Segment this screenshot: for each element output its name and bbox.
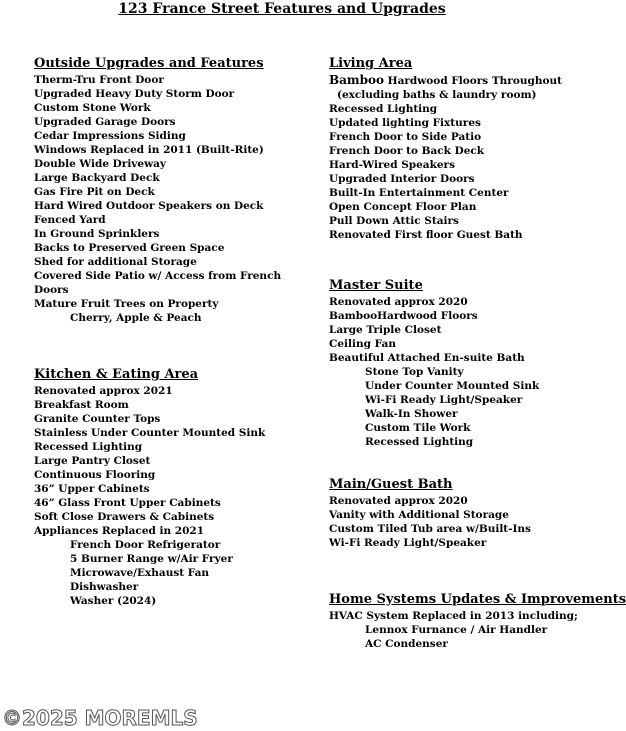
list-item: Built-In Entertainment Center <box>329 187 509 199</box>
list-subitem: Recessed Lighting <box>365 436 474 448</box>
outside-heading: Outside Upgrades and Features <box>34 56 264 71</box>
copyright-watermark: ©2025 MOREMLS <box>2 706 198 730</box>
list-item: Stainless Under Counter Mounted Sink <box>34 427 266 439</box>
guest-bath-section <box>329 477 531 550</box>
list-item: Continuous Flooring <box>34 469 156 481</box>
list-item: Large Triple Closet <box>329 324 442 336</box>
list-item: Shed for additional Storage <box>34 256 197 268</box>
list-item: Windows Replaced in 2011 (Built-Rite) <box>34 144 264 156</box>
list-item: Beautiful Attached En-suite Bath <box>329 352 525 364</box>
list-item: Appliances Replaced in 2021 <box>34 525 204 537</box>
list-item: Upgraded Interior Doors <box>329 173 475 185</box>
list-subitem: Wi-Fi Ready Light/Speaker <box>365 394 523 406</box>
list-item: Custom Tiled Tub area w/Built-Ins <box>329 523 531 535</box>
bamboo-rest: Hardwood Floors Throughout <box>387 75 562 87</box>
living-section <box>329 56 562 242</box>
list-item: Large Backyard Deck <box>34 172 160 184</box>
list-subitem: Custom Tile Work <box>365 422 471 434</box>
systems-heading: Home Systems Updates & Improvements <box>329 592 626 607</box>
page-title: 123 France Street Features and Upgrades <box>118 1 446 17</box>
list-subitem: Walk-In Shower <box>365 408 458 420</box>
list-subitem: AC Condenser <box>365 638 448 650</box>
list-subitem: Lennox Furnance / Air Handler <box>365 624 548 636</box>
list-item: Upgraded Heavy Duty Storm Door <box>34 88 235 100</box>
list-item: Updated lighting Fixtures <box>329 117 481 129</box>
outside-list <box>34 73 281 325</box>
list-item: 46” Glass Front Upper Cabinets <box>34 497 221 509</box>
bamboo-word: Bamboo <box>329 73 385 87</box>
master-heading: Master Suite <box>329 278 423 293</box>
list-item: Breakfast Room <box>34 399 129 411</box>
list-item: Double Wide Driveway <box>34 158 167 170</box>
list-subitem: 5 Burner Range w/Air Fryer <box>70 553 233 565</box>
list-item: Wi-Fi Ready Light/Speaker <box>329 537 487 549</box>
list-item: Soft Close Drawers & Cabinets <box>34 511 215 523</box>
list-subitem: Under Counter Mounted Sink <box>365 380 540 392</box>
living-heading: Living Area <box>329 56 413 71</box>
list-item: Open Concept Floor Plan <box>329 201 477 213</box>
list-item: Custom Stone Work <box>34 102 151 114</box>
list-item: BambooHardwood Floors <box>329 310 478 322</box>
outside-section <box>34 56 281 325</box>
list-subitem: French Door Refrigerator <box>70 539 221 551</box>
list-item: Mature Fruit Trees on Property <box>34 298 219 310</box>
list-item: HVAC System Replaced in 2013 including; <box>329 610 578 622</box>
list-item: French Door to Side Patio <box>329 131 482 143</box>
list-subitem: Stone Top Vanity <box>365 366 464 378</box>
list-item: Gas Fire Pit on Deck <box>34 186 155 198</box>
list-item: Hard-Wired Speakers <box>329 159 455 171</box>
list-subitem: Microwave/Exhaust Fan <box>70 567 210 579</box>
kitchen-heading: Kitchen & Eating Area <box>34 367 199 382</box>
list-subitem: Washer (2024) <box>70 595 157 607</box>
list-note: (excluding baths & laundry room) <box>337 89 537 101</box>
list-item: Recessed Lighting <box>34 441 143 453</box>
list-item: In Ground Sprinklers <box>34 228 160 240</box>
list-item <box>329 73 562 88</box>
list-subitem: Cherry, Apple & Peach <box>70 312 202 324</box>
list-item: Upgraded Garage Doors <box>34 116 176 128</box>
list-item: Renovated First floor Guest Bath <box>329 229 523 241</box>
list-item: Covered Side Patio w/ Access from French <box>34 270 282 282</box>
guest-bath-heading: Main/Guest Bath <box>329 477 453 492</box>
list-subitem: Dishwasher <box>70 581 139 593</box>
list-item: Renovated approx 2021 <box>34 385 173 397</box>
master-section <box>329 278 539 449</box>
list-item: Large Pantry Closet <box>34 455 151 467</box>
list-item: Hard Wired Outdoor Speakers on Deck <box>34 200 264 212</box>
list-item: 36” Upper Cabinets <box>34 483 150 495</box>
list-item: Therm-Tru Front Door <box>34 74 164 86</box>
kitchen-list <box>34 384 265 608</box>
list-item: Pull Down Attic Stairs <box>329 215 459 227</box>
list-item: French Door to Back Deck <box>329 145 485 157</box>
list-item: Backs to Preserved Green Space <box>34 242 225 254</box>
list-item: Cedar Impressions Siding <box>34 130 186 142</box>
list-item: Ceiling Fan <box>329 338 396 350</box>
kitchen-section <box>34 367 265 608</box>
list-item: Renovated approx 2020 <box>329 296 468 308</box>
list-item: Granite Counter Tops <box>34 413 161 425</box>
list-item: Doors <box>34 284 69 296</box>
list-item: Recessed Lighting <box>329 103 438 115</box>
list-item: Vanity with Additional Storage <box>329 509 509 521</box>
list-item: Renovated approx 2020 <box>329 495 468 507</box>
systems-section <box>329 592 626 651</box>
list-item: Fenced Yard <box>34 214 106 226</box>
